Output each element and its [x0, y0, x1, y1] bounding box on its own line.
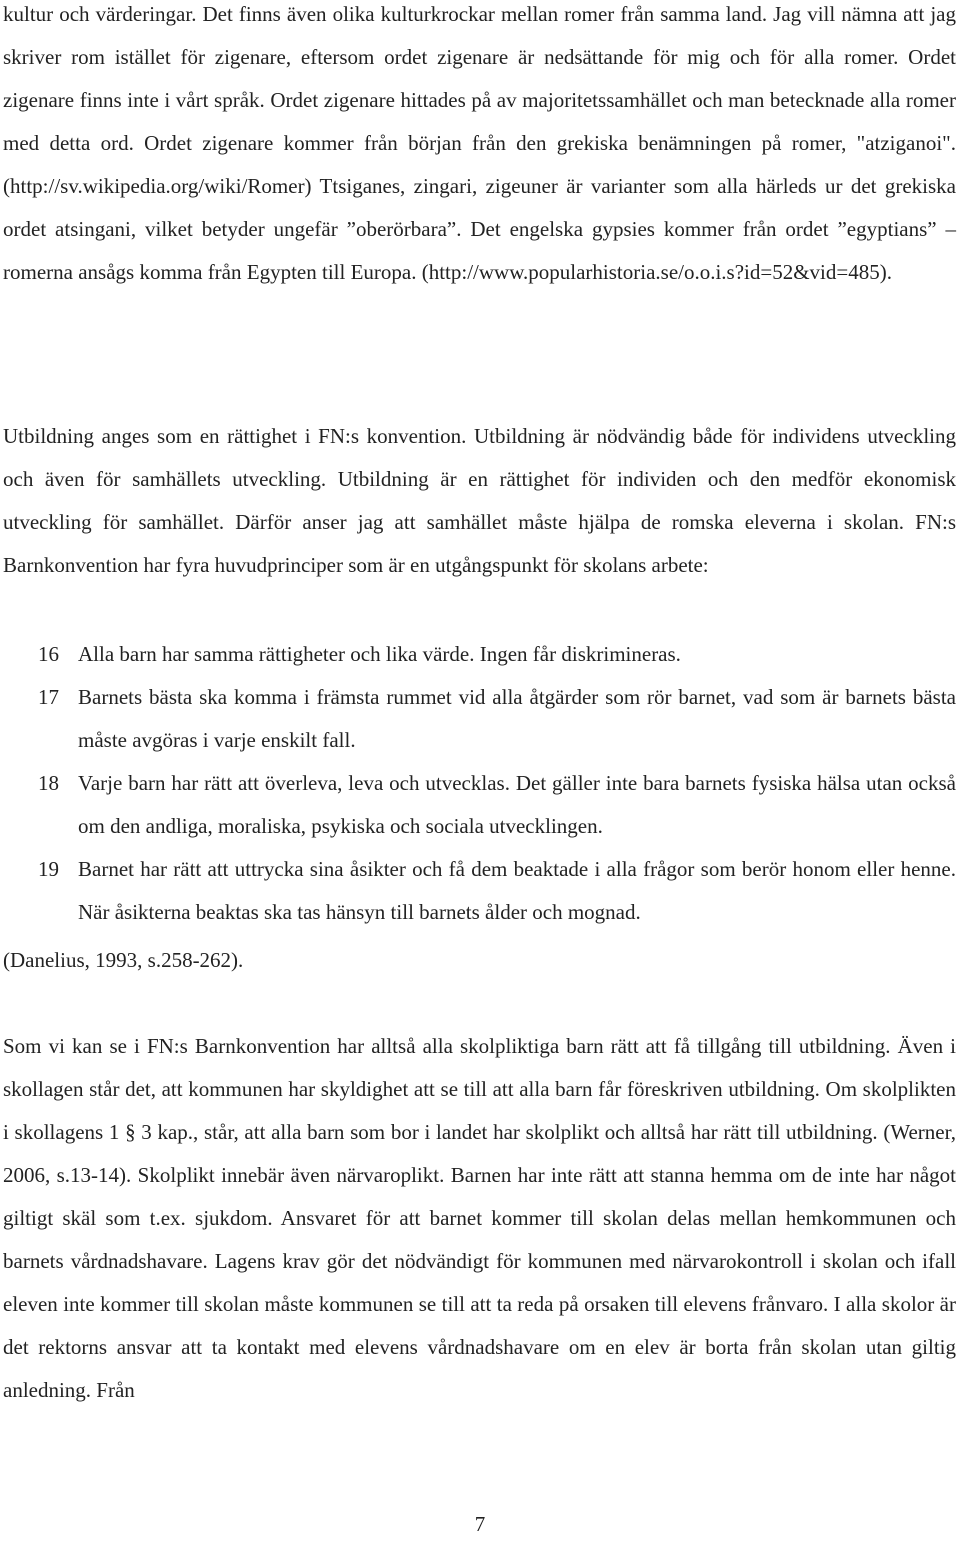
list-item-text: Barnets bästa ska komma i främsta rummet vid alla åtgärder som rör barnet, vad som är barnets bästa måste avgöras i varje enskilt fall. [78, 685, 956, 752]
list-item-number: 19 [38, 857, 59, 881]
paragraph-romer-terminology: kultur och värderingar. Det finns även olika kulturkrockar mellan romer från samma land. Jag vill nämna att jag skriver rom istället för zigenare, eftersom ordet zigenare är nedsättande för mig och för alla romer. Ordet zigenare finns inte i vårt språk. Ordet zigenare hittades på av majoritetssamhället och man betecknade alla romer med detta ord. Ordet zigenare kommer från början från den grekiska benämningen på romer, "atziganoi". (http://sv.wikipedia.org/wiki/Romer) Ttsiganes, zingari, zigeuner är varianter som alla härleds ur det grekiska ordet atsingani, vilket betyder ungefär ”oberörbara”. Det engelska gypsies kommer från ordet ”egyptians” – romerna ansågs komma från Egypten till Europa. (http://www.popularhistoria.se/o.o.i.s?id=52&vid=485). [3, 2, 956, 284]
list-item-number: 16 [38, 642, 59, 666]
list-item-text: Barnet har rätt att uttrycka sina åsikter och få dem beaktade i alla frågor som berör honom eller henne. När åsikterna beaktas ska tas hänsyn till barnets ålder och mognad. [78, 857, 956, 924]
list-item-text: Alla barn har samma rättigheter och lika värde. Ingen får diskrimineras. [78, 642, 681, 666]
paragraph-compulsory-schooling: Som vi kan se i FN:s Barnkonvention har alltså alla skolpliktiga barn rätt att få tillgång till utbildning. Även i skollagen står det, att kommunen har skyldighet att se till att alla barn får föreskriven utbildning. Om skolplikten i skollagens 1 § 3 kap., står, att alla barn som bor i landet har skolplikt och alltså har rätt till utbildning. (Werner, 2006, s.13-14). Skolplikt innebär även närvaroplikt. Barnen har inte rätt att stanna hemma om de inte har något giltigt skäl som t.ex. sjukdom. Ansvaret för att barnet kommer till skolan delas mellan hemkommunen och barnets vårdnadshavare. Lagens krav gör det nödvändigt för kommunen med närvarokontroll i skolan och ifall eleven inte kommer till skolan måste kommunen se till att ta reda på orsaken till elevens frånvaro. I alla skolor är det rektorns ansvar att ta kontakt med elevens vårdnadshavare om en elev är borta från skolan utan giltig anledning. Från [3, 1034, 956, 1402]
list-item [3, 633, 956, 676]
list-item [3, 676, 956, 762]
list-item-text: Varje barn har rätt att överleva, leva och utvecklas. Det gäller inte bara barnets fysiska hälsa utan också om den andliga, moraliska, psykiska och sociala utvecklingen. [78, 771, 956, 838]
paragraph-education-rights: Utbildning anges som en rättighet i FN:s konvention. Utbildning är nödvändig både för individens utveckling och även för samhällets utveckling. Utbildning är en rättighet för individen och den medför ekonomisk utveckling för samhället. Därför anser jag att samhället måste hjälpa de romska eleverna i skolan. FN:s Barnkonvention har fyra huvudprinciper som är en utgångspunkt för skolans arbete: [3, 424, 956, 577]
principles-list [3, 633, 956, 934]
list-item [3, 848, 956, 934]
list-item [3, 762, 956, 848]
list-item-number: 18 [38, 771, 59, 795]
list-item-number: 17 [38, 685, 59, 709]
citation: (Danelius, 1993, s.258-262). [3, 948, 244, 972]
page-number: 7 [474, 1512, 486, 1536]
